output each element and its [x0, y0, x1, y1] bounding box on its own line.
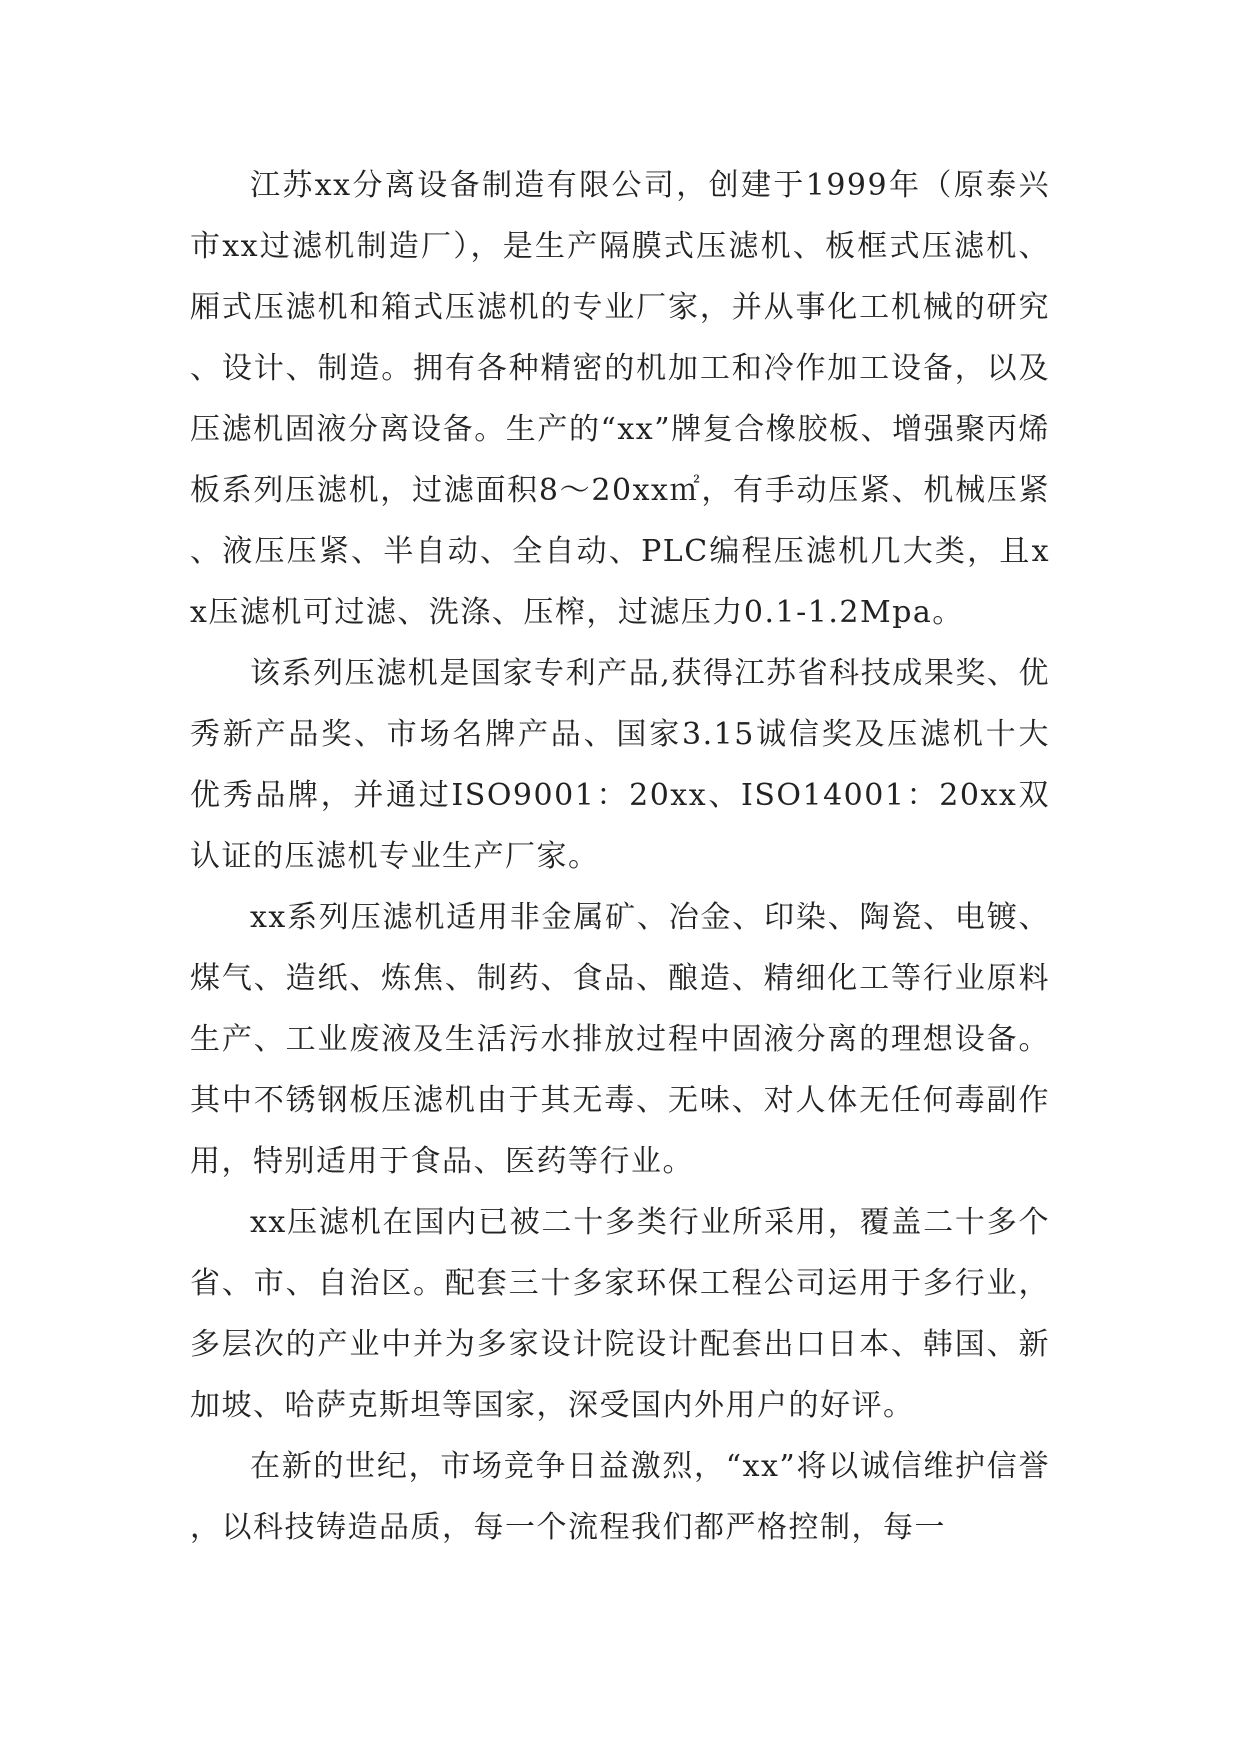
paragraph-market-coverage: xx压滤机在国内已被二十多类行业所采用，覆盖二十多个省、市、自治区。配套三十多家环保工程公司运用于多行业，多层次的产业中并为多家设计院设计配套出口日本、韩国、新加坡、哈萨克斯坦等国家，深受国内外用户的好评。 [190, 1205, 1050, 1423]
paragraph-new-century: 在新的世纪，市场竞争日益激烈，“xx”将以诚信维护信誉，以科技铸造品质，每一个流程我们都严格控制，每一 [190, 1449, 1050, 1545]
document-body [190, 155, 1050, 1558]
paragraph-company-intro: 江苏xx分离设备制造有限公司，创建于1999年（原泰兴市xx过滤机制造厂），是生产隔膜式压滤机、板框式压滤机、厢式压滤机和箱式压滤机的专业厂家，并从事化工机械的研究、设计、制造。拥有各种精密的机加工和冷作加工设备，以及压滤机固液分离设备。生产的“xx”牌复合橡胶板、增强聚丙烯板系列压滤机，过滤面积8～20xx㎡，有手动压紧、机械压紧、液压压紧、半自动、全自动、PLC编程压滤机几大类，且xx压滤机可过滤、洗涤、压榨，过滤压力0.1-1.2Mpa。 [190, 168, 1050, 630]
paragraph-applications: xx系列压滤机适用非金属矿、冶金、印染、陶瓷、电镀、煤气、造纸、炼焦、制药、食品、酿造、精细化工等行业原料生产、工业废液及生活污水排放过程中固液分离的理想设备。其中不锈钢板压滤机由于其无毒、无味、对人体无任何毒副作用，特别适用于食品、医药等行业。 [190, 900, 1050, 1179]
paragraph-awards: 该系列压滤机是国家专利产品,获得江苏省科技成果奖、优秀新产品奖、市场名牌产品、国家3.15诚信奖及压滤机十大优秀品牌，并通过ISO9001：20xx、ISO14001：20xx双认证的压滤机专业生产厂家。 [190, 656, 1050, 874]
